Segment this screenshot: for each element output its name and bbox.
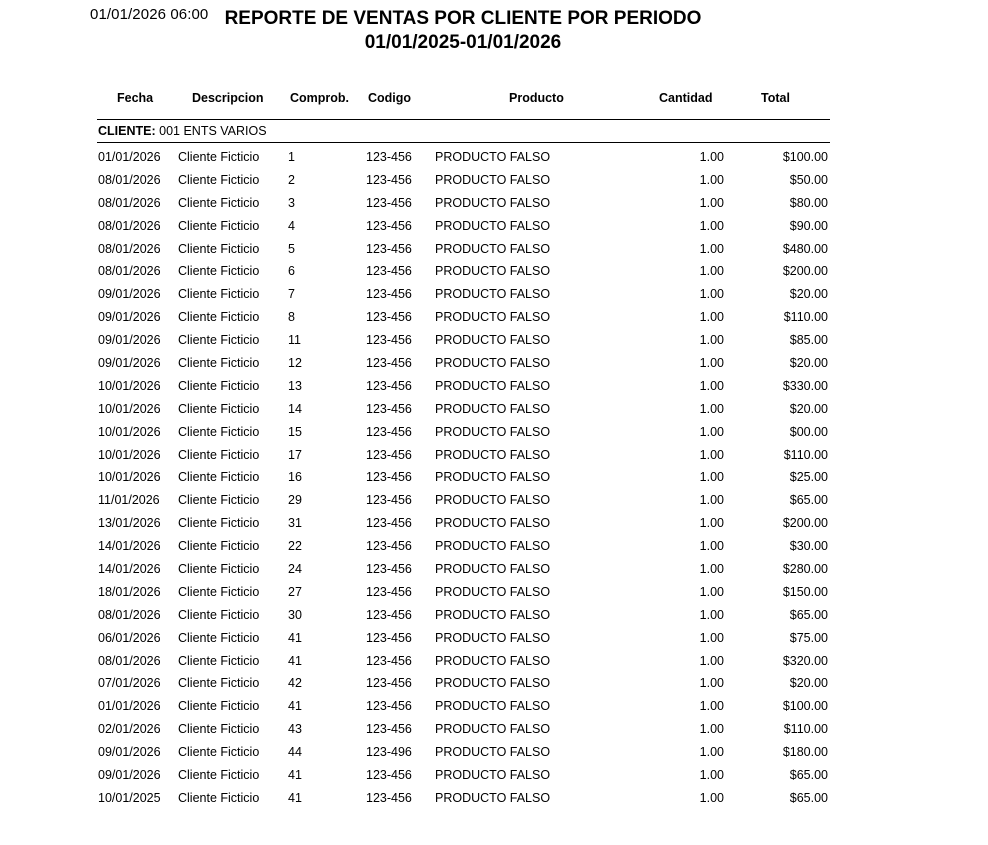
cell-cantidad: 1.00 <box>699 356 724 371</box>
cell-cantidad: 1.00 <box>699 790 724 805</box>
cell-codigo: 123-456 <box>366 630 412 645</box>
cell-comprob: 5 <box>288 241 295 256</box>
table-row <box>0 561 988 584</box>
cell-cantidad: 1.00 <box>699 699 724 714</box>
cell-cantidad: 1.00 <box>699 745 724 760</box>
cell-total: $320.00 <box>782 653 828 668</box>
cell-comprob: 12 <box>288 356 302 371</box>
cell-comprob: 6 <box>288 264 295 279</box>
report-title: REPORTE DE VENTAS POR CLIENTE POR PERIODO <box>224 8 702 29</box>
header-comprob: Comprob. <box>290 91 350 105</box>
cell-cantidad: 1.00 <box>699 401 724 416</box>
cell-comprob: 7 <box>288 287 295 302</box>
cell-cantidad: 1.00 <box>699 241 724 256</box>
cell-producto: PRODUCTO FALSO <box>435 722 551 737</box>
cell-cantidad: 1.00 <box>699 447 724 462</box>
cell-total: $90.00 <box>789 218 828 233</box>
cell-comprob: 3 <box>288 195 295 210</box>
cell-producto: PRODUCTO FALSO <box>435 790 551 805</box>
cell-codigo: 123-456 <box>366 378 412 393</box>
cell-comprob: 2 <box>288 172 295 187</box>
table-row <box>0 378 988 401</box>
report-timestamp: 01/01/2026 06:00 <box>90 6 209 23</box>
cell-codigo: 123-456 <box>366 768 412 783</box>
cell-producto: PRODUCTO FALSO <box>435 195 551 210</box>
cell-total: $180.00 <box>782 745 828 760</box>
table-row <box>0 424 988 447</box>
cell-fecha: 14/01/2026 <box>98 539 161 554</box>
cell-total: $65.00 <box>789 493 828 508</box>
cell-total: $65.00 <box>789 790 828 805</box>
cell-fecha: 11/01/2026 <box>98 493 160 508</box>
table-row <box>0 309 988 332</box>
cell-fecha: 07/01/2026 <box>98 676 161 691</box>
cell-cantidad: 1.00 <box>699 218 724 233</box>
cell-producto: PRODUCTO FALSO <box>435 356 551 371</box>
table-row <box>0 469 988 492</box>
cell-fecha: 10/01/2026 <box>98 401 161 416</box>
table-row <box>0 675 988 698</box>
table-row <box>0 263 988 286</box>
cell-comprob: 30 <box>288 607 302 622</box>
cell-descripcion: Cliente Ficticio <box>178 356 260 371</box>
table-row <box>0 744 988 767</box>
client-value: 001 ENTS VARIOS <box>159 124 267 138</box>
table-row <box>0 653 988 676</box>
cell-codigo: 123-456 <box>366 333 412 348</box>
cell-cantidad: 1.00 <box>699 287 724 302</box>
cell-producto: PRODUCTO FALSO <box>435 264 551 279</box>
table-row <box>0 195 988 218</box>
cell-fecha: 10/01/2026 <box>98 447 161 462</box>
cell-descripcion: Cliente Ficticio <box>178 401 260 416</box>
header-total: Total <box>761 91 790 105</box>
cell-codigo: 123-456 <box>366 493 412 508</box>
cell-comprob: 8 <box>288 310 295 325</box>
cell-producto: PRODUCTO FALSO <box>435 287 551 302</box>
cell-fecha: 08/01/2026 <box>98 607 161 622</box>
cell-comprob: 41 <box>288 768 302 783</box>
cell-fecha: 08/01/2026 <box>98 241 161 256</box>
table-row <box>0 584 988 607</box>
table-row <box>0 447 988 470</box>
cell-comprob: 4 <box>288 218 295 233</box>
cell-fecha: 08/01/2026 <box>98 195 161 210</box>
cell-comprob: 41 <box>288 653 302 668</box>
cell-descripcion: Cliente Ficticio <box>178 195 260 210</box>
cell-codigo: 123-456 <box>366 516 412 531</box>
cell-producto: PRODUCTO FALSO <box>435 745 551 760</box>
cell-fecha: 09/01/2026 <box>98 287 161 302</box>
cell-comprob: 17 <box>288 447 302 462</box>
cell-descripcion: Cliente Ficticio <box>178 287 260 302</box>
cell-comprob: 44 <box>288 745 302 760</box>
table-row <box>0 721 988 744</box>
table-row <box>0 630 988 653</box>
cell-comprob: 1 <box>288 150 295 164</box>
cell-codigo: 123-456 <box>366 722 412 737</box>
cell-producto: PRODUCTO FALSO <box>435 401 551 416</box>
header-producto: Producto <box>509 91 564 105</box>
cell-codigo: 123-456 <box>366 424 412 439</box>
table-row <box>0 492 988 515</box>
cell-total: $200.00 <box>782 516 828 531</box>
cell-total: $65.00 <box>789 607 828 622</box>
cell-codigo: 123-456 <box>366 401 412 416</box>
header-divider <box>97 119 830 120</box>
cell-codigo: 123-456 <box>366 676 412 691</box>
cell-cantidad: 1.00 <box>699 562 724 577</box>
cell-total: $50.00 <box>789 172 828 187</box>
cell-descripcion: Cliente Ficticio <box>178 630 260 645</box>
cell-producto: PRODUCTO FALSO <box>435 218 551 233</box>
client-label: CLIENTE: <box>98 124 156 138</box>
cell-codigo: 123-456 <box>366 172 412 187</box>
cell-fecha: 10/01/2026 <box>98 424 161 439</box>
cell-fecha: 10/01/2025 <box>98 790 161 805</box>
cell-producto: PRODUCTO FALSO <box>435 653 551 668</box>
cell-total: $20.00 <box>789 356 828 371</box>
cell-cantidad: 1.00 <box>699 150 724 164</box>
table-row <box>0 286 988 309</box>
cell-fecha: 14/01/2026 <box>98 562 161 577</box>
cell-descripcion: Cliente Ficticio <box>178 539 260 554</box>
cell-descripcion: Cliente Ficticio <box>178 241 260 256</box>
cell-codigo: 123-456 <box>366 470 412 485</box>
cell-producto: PRODUCTO FALSO <box>435 150 551 164</box>
cell-codigo: 123-456 <box>366 653 412 668</box>
cell-comprob: 24 <box>288 562 302 577</box>
cell-comprob: 27 <box>288 584 302 599</box>
cell-producto: PRODUCTO FALSO <box>435 676 551 691</box>
table-row <box>0 767 988 790</box>
table-row <box>0 538 988 561</box>
cell-descripcion: Cliente Ficticio <box>178 584 260 599</box>
table-row <box>0 241 988 264</box>
cell-codigo: 123-456 <box>366 356 412 371</box>
cell-fecha: 09/01/2026 <box>98 356 161 371</box>
cell-cantidad: 1.00 <box>699 630 724 645</box>
cell-fecha: 09/01/2026 <box>98 333 161 348</box>
cell-cantidad: 1.00 <box>699 333 724 348</box>
cell-cantidad: 1.00 <box>699 722 724 737</box>
cell-producto: PRODUCTO FALSO <box>435 699 551 714</box>
cell-producto: PRODUCTO FALSO <box>435 493 551 508</box>
cell-total: $00.00 <box>789 424 828 439</box>
cell-cantidad: 1.00 <box>699 676 724 691</box>
cell-codigo: 123-456 <box>366 218 412 233</box>
cell-total: $110.00 <box>783 447 828 462</box>
cell-cantidad: 1.00 <box>699 264 724 279</box>
table-body <box>0 149 988 813</box>
cell-producto: PRODUCTO FALSO <box>435 447 551 462</box>
cell-comprob: 15 <box>288 424 302 439</box>
table-row <box>0 332 988 355</box>
cell-total: $480.00 <box>782 241 828 256</box>
cell-fecha: 01/01/2026 <box>98 150 161 164</box>
cell-comprob: 42 <box>288 676 302 691</box>
header-descripcion: Descripcion <box>192 91 264 105</box>
cell-descripcion: Cliente Ficticio <box>178 745 260 760</box>
cell-total: $110.00 <box>783 310 828 325</box>
cell-producto: PRODUCTO FALSO <box>435 424 551 439</box>
cell-descripcion: Cliente Ficticio <box>178 264 260 279</box>
cell-total: $85.00 <box>789 333 828 348</box>
cell-codigo: 123-456 <box>366 562 412 577</box>
cell-fecha: 06/01/2026 <box>98 630 161 645</box>
cell-descripcion: Cliente Ficticio <box>178 424 260 439</box>
cell-total: $200.00 <box>782 264 828 279</box>
cell-total: $20.00 <box>789 676 828 691</box>
cell-comprob: 41 <box>288 630 302 645</box>
cell-descripcion: Cliente Ficticio <box>178 607 260 622</box>
cell-codigo: 123-456 <box>366 584 412 599</box>
cell-fecha: 08/01/2026 <box>98 218 161 233</box>
cell-cantidad: 1.00 <box>699 768 724 783</box>
cell-descripcion: Cliente Ficticio <box>178 447 260 462</box>
cell-descripcion: Cliente Ficticio <box>178 768 260 783</box>
cell-cantidad: 1.00 <box>699 584 724 599</box>
cell-descripcion: Cliente Ficticio <box>178 333 260 348</box>
cell-total: $75.00 <box>789 630 828 645</box>
cell-codigo: 123-496 <box>366 745 412 760</box>
cell-total: $100.00 <box>782 699 828 714</box>
cell-total: $65.00 <box>789 768 828 783</box>
cell-descripcion: Cliente Ficticio <box>178 516 260 531</box>
cell-total: $280.00 <box>782 562 828 577</box>
cell-descripcion: Cliente Ficticio <box>178 722 260 737</box>
cell-cantidad: 1.00 <box>699 310 724 325</box>
cell-descripcion: Cliente Ficticio <box>178 378 260 393</box>
cell-fecha: 09/01/2026 <box>98 768 161 783</box>
cell-producto: PRODUCTO FALSO <box>435 172 551 187</box>
table-row <box>0 172 988 195</box>
cell-cantidad: 1.00 <box>699 539 724 554</box>
cell-codigo: 123-456 <box>366 287 412 302</box>
cell-comprob: 14 <box>288 401 302 416</box>
cell-codigo: 123-456 <box>366 264 412 279</box>
cell-producto: PRODUCTO FALSO <box>435 584 551 599</box>
cell-codigo: 123-456 <box>366 241 412 256</box>
cell-cantidad: 1.00 <box>699 493 724 508</box>
cell-codigo: 123-456 <box>366 790 412 805</box>
table-row <box>0 149 988 172</box>
header-codigo: Codigo <box>368 91 412 105</box>
table-row <box>0 607 988 630</box>
cell-comprob: 41 <box>288 790 302 805</box>
cell-cantidad: 1.00 <box>699 607 724 622</box>
cell-cantidad: 1.00 <box>699 195 724 210</box>
cell-comprob: 29 <box>288 493 302 508</box>
cell-producto: PRODUCTO FALSO <box>435 241 551 256</box>
cell-descripcion: Cliente Ficticio <box>178 562 260 577</box>
cell-cantidad: 1.00 <box>699 424 724 439</box>
cell-descripcion: Cliente Ficticio <box>178 493 260 508</box>
cell-comprob: 31 <box>288 516 302 531</box>
cell-fecha: 10/01/2026 <box>98 470 161 485</box>
cell-total: $25.00 <box>789 470 828 485</box>
cell-cantidad: 1.00 <box>699 470 724 485</box>
cell-fecha: 10/01/2026 <box>98 378 161 393</box>
cell-total: $110.00 <box>783 722 828 737</box>
cell-fecha: 13/01/2026 <box>98 516 161 531</box>
cell-codigo: 123-456 <box>366 607 412 622</box>
cell-producto: PRODUCTO FALSO <box>435 310 551 325</box>
cell-descripcion: Cliente Ficticio <box>178 218 260 233</box>
cell-fecha: 09/01/2026 <box>98 745 161 760</box>
cell-descripcion: Cliente Ficticio <box>178 676 260 691</box>
cell-producto: PRODUCTO FALSO <box>435 562 551 577</box>
cell-producto: PRODUCTO FALSO <box>435 378 551 393</box>
cell-comprob: 41 <box>288 699 302 714</box>
cell-descripcion: Cliente Ficticio <box>178 172 260 187</box>
table-row <box>0 218 988 241</box>
cell-codigo: 123-456 <box>366 699 412 714</box>
cell-total: $20.00 <box>789 287 828 302</box>
cell-descripcion: Cliente Ficticio <box>178 150 260 164</box>
header-cantidad: Cantidad <box>659 91 713 105</box>
cell-producto: PRODUCTO FALSO <box>435 333 551 348</box>
cell-producto: PRODUCTO FALSO <box>435 768 551 783</box>
cell-producto: PRODUCTO FALSO <box>435 607 551 622</box>
cell-fecha: 09/01/2026 <box>98 310 161 325</box>
cell-fecha: 02/01/2026 <box>98 722 161 737</box>
cell-codigo: 123-456 <box>366 195 412 210</box>
cell-descripcion: Cliente Ficticio <box>178 470 260 485</box>
cell-total: $80.00 <box>789 195 828 210</box>
cell-descripcion: Cliente Ficticio <box>178 699 260 714</box>
report-title-block <box>213 7 713 55</box>
client-divider <box>97 142 830 143</box>
cell-total: $330.00 <box>782 378 828 393</box>
cell-comprob: 11 <box>288 333 301 348</box>
cell-fecha: 08/01/2026 <box>98 172 161 187</box>
cell-total: $150.00 <box>782 584 828 599</box>
cell-codigo: 123-456 <box>366 310 412 325</box>
cell-producto: PRODUCTO FALSO <box>435 470 551 485</box>
cell-descripcion: Cliente Ficticio <box>178 790 260 805</box>
cell-fecha: 01/01/2026 <box>98 699 161 714</box>
cell-producto: PRODUCTO FALSO <box>435 539 551 554</box>
table-row <box>0 790 988 813</box>
table-header <box>0 91 988 109</box>
cell-comprob: 16 <box>288 470 302 485</box>
cell-descripcion: Cliente Ficticio <box>178 653 260 668</box>
cell-descripcion: Cliente Ficticio <box>178 310 260 325</box>
cell-comprob: 13 <box>288 378 302 393</box>
cell-total: $100.00 <box>782 150 828 164</box>
cell-codigo: 123-456 <box>366 539 412 554</box>
table-row <box>0 401 988 424</box>
table-row <box>0 698 988 721</box>
client-group-header <box>98 124 267 138</box>
cell-total: $20.00 <box>789 401 828 416</box>
cell-fecha: 08/01/2026 <box>98 653 161 668</box>
cell-cantidad: 1.00 <box>699 653 724 668</box>
cell-comprob: 22 <box>288 539 302 554</box>
cell-fecha: 08/01/2026 <box>98 264 161 279</box>
cell-codigo: 123-456 <box>366 150 412 164</box>
table-row <box>0 515 988 538</box>
table-row <box>0 355 988 378</box>
cell-comprob: 43 <box>288 722 302 737</box>
cell-codigo: 123-456 <box>366 447 412 462</box>
report-period: 01/01/2025-01/01/2026 <box>364 32 562 53</box>
cell-cantidad: 1.00 <box>699 172 724 187</box>
cell-cantidad: 1.00 <box>699 378 724 393</box>
cell-cantidad: 1.00 <box>699 516 724 531</box>
cell-fecha: 18/01/2026 <box>98 584 161 599</box>
cell-producto: PRODUCTO FALSO <box>435 630 551 645</box>
header-fecha: Fecha <box>117 91 154 105</box>
cell-producto: PRODUCTO FALSO <box>435 516 551 531</box>
cell-total: $30.00 <box>789 539 828 554</box>
